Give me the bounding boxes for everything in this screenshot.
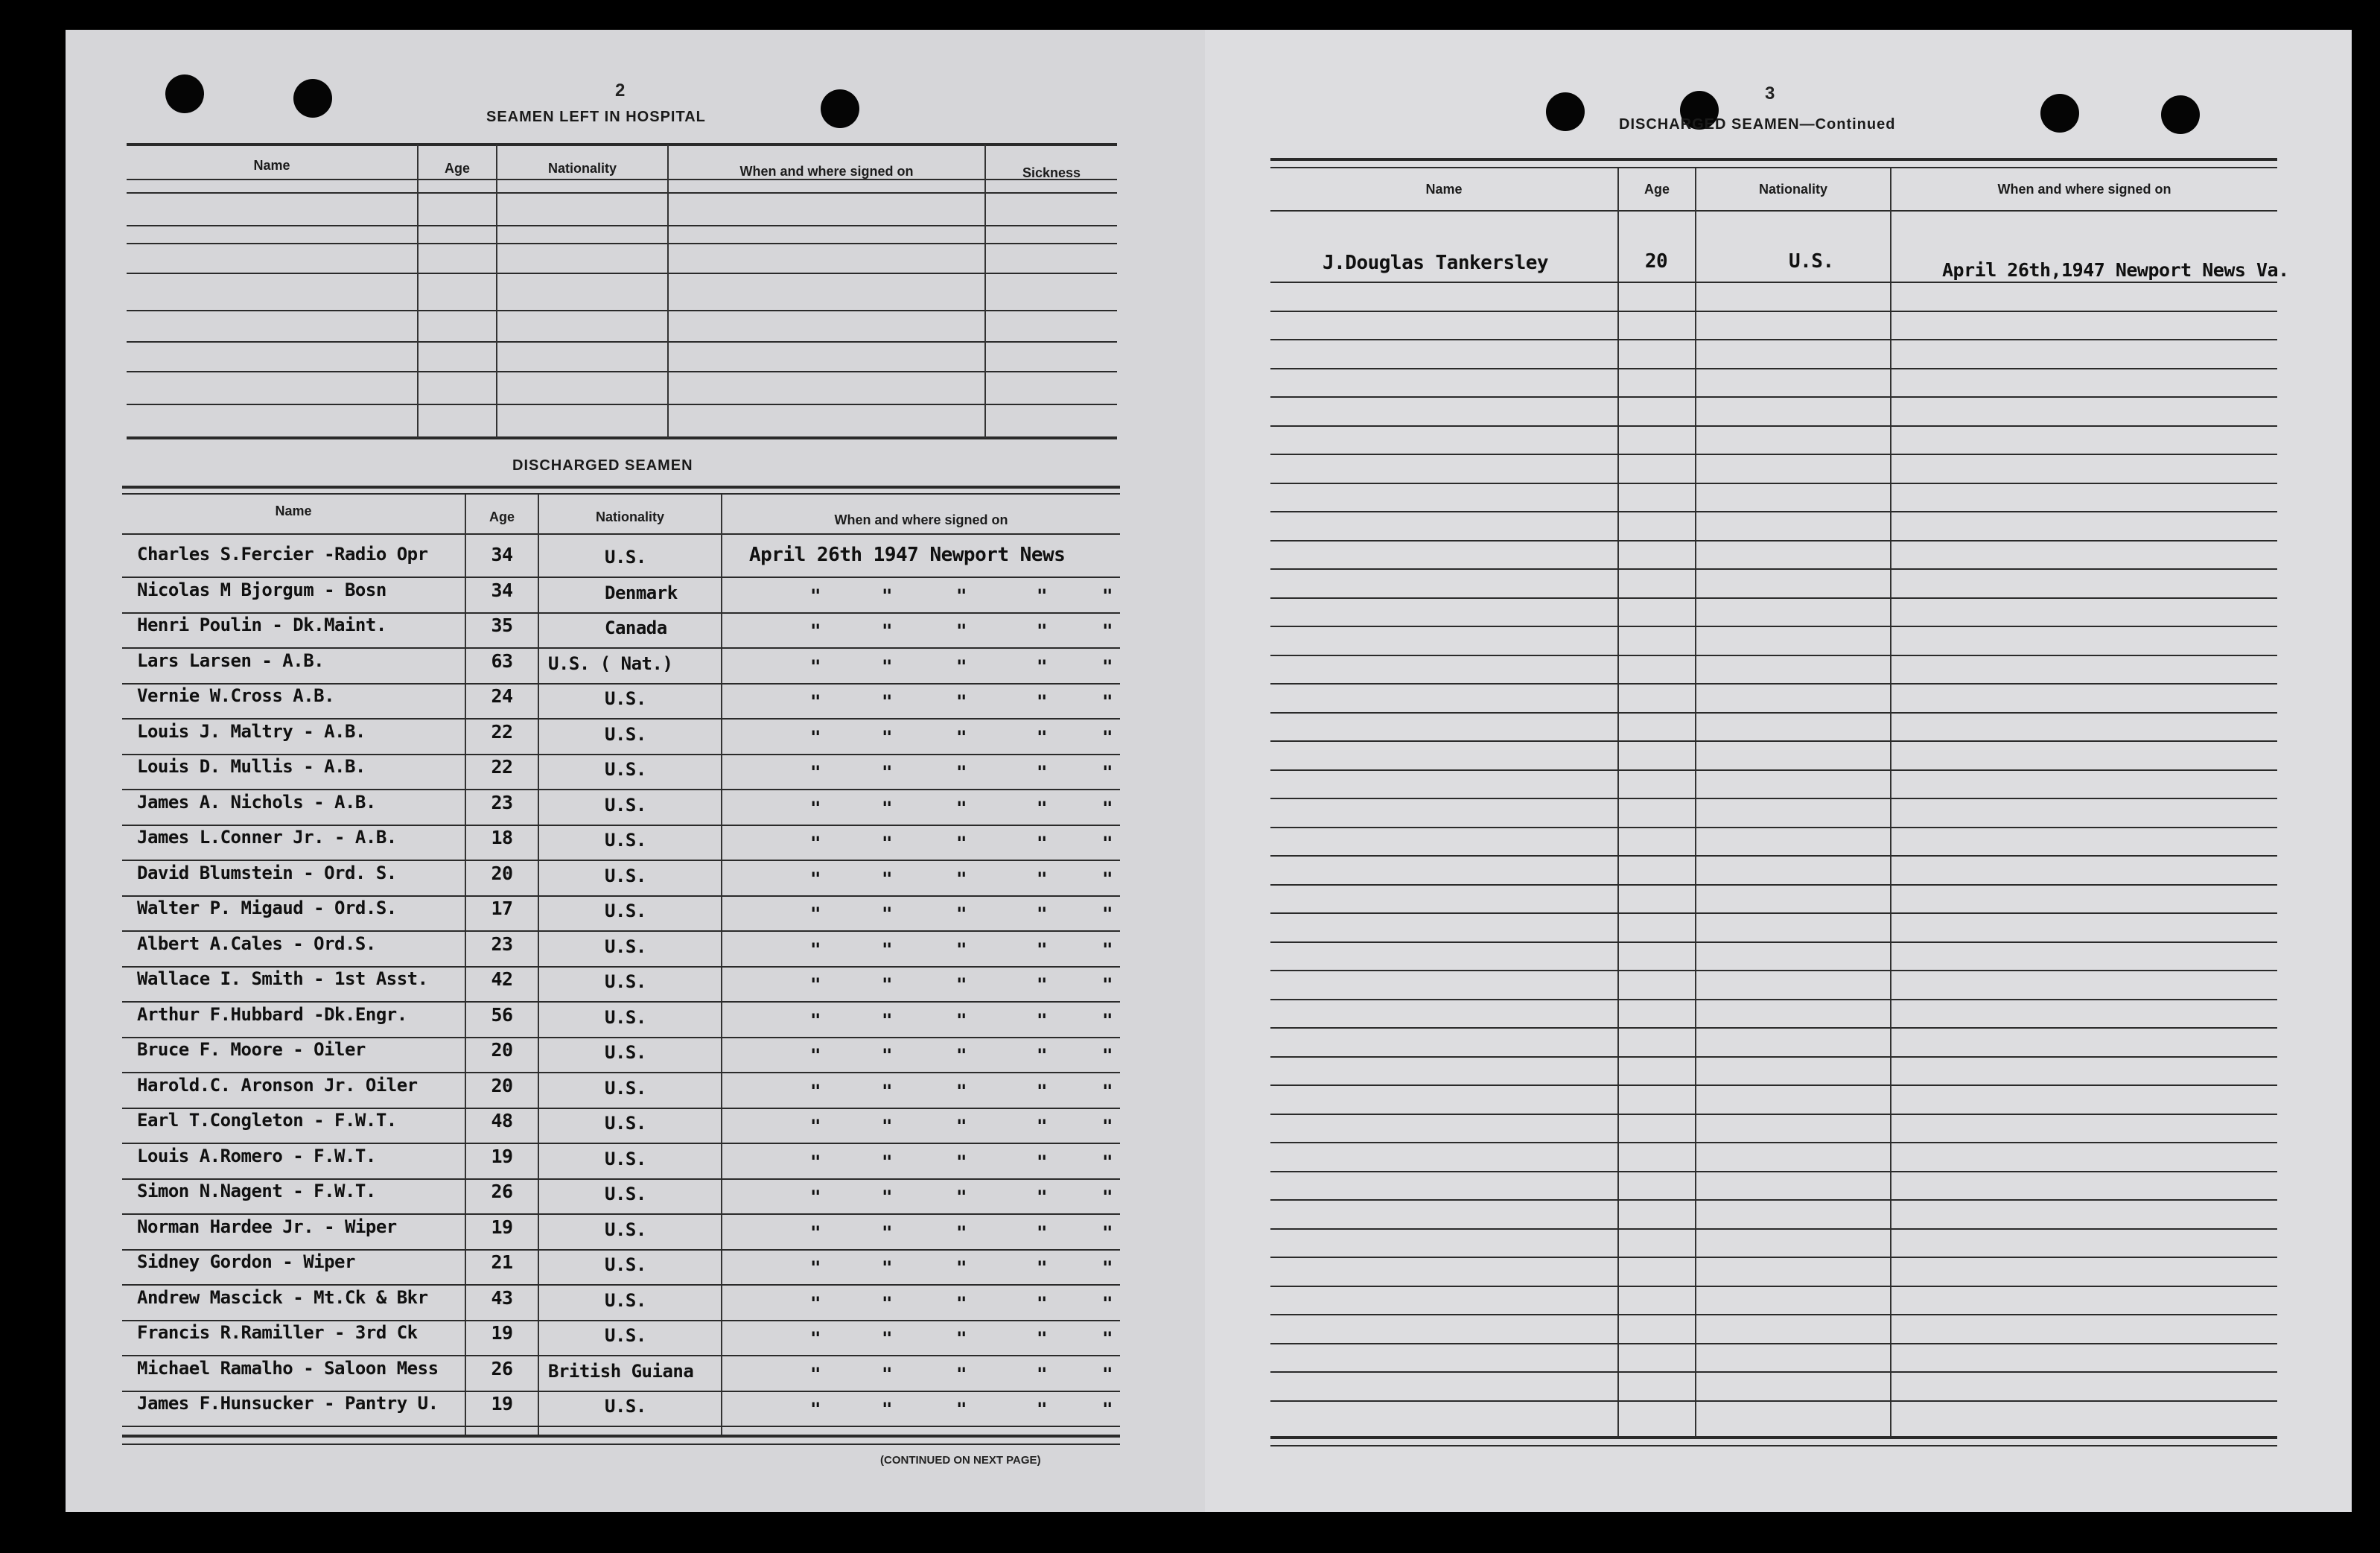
seaman-name: Louis A.Romero - F.W.T. [137,1146,376,1166]
right-row-age: 20 [1644,250,1668,273]
seaman-name: Albert A.Cales - Ord.S. [137,933,376,954]
seaman-age: 26 [491,1181,513,1202]
row-rule [122,1037,1120,1038]
row-rule [122,577,1120,578]
ditto-mark: " [956,1257,967,1278]
ditto-mark: " [810,903,821,924]
ditto-mark: " [1037,974,1048,995]
punch-hole [2040,94,2079,133]
row-rule [122,718,1120,720]
seaman-nationality: U.S. [605,795,646,816]
ruled-line [1270,712,2277,714]
hospital-header-nationality: Nationality [547,161,617,176]
ditto-mark: " [1102,1081,1113,1102]
ditto-mark: " [956,1116,967,1137]
ditto-mark: " [882,1010,893,1031]
discharged-header-age: Age [489,509,515,524]
ruled-line [1270,999,2277,1000]
seaman-nationality: U.S. [605,688,646,709]
ditto-mark: " [1037,1257,1048,1278]
page-number: 3 [1765,83,1775,104]
seaman-nationality: U.S. [605,866,646,886]
seaman-nationality: U.S. [605,1290,646,1311]
seaman-age: 23 [491,933,513,955]
seaman-age: 26 [491,1358,513,1379]
ditto-mark: " [1037,691,1048,712]
ruled-line [1270,1027,2277,1029]
ditto-mark: " [1037,1328,1048,1349]
left-page [66,30,1205,1512]
row-rule [122,1143,1120,1144]
ditto-mark: " [1037,1081,1048,1102]
row-rule [122,930,1120,932]
seaman-name: Michael Ramalho - Saloon Mess [137,1358,439,1379]
seaman-nationality: U.S. [605,1254,646,1275]
ruled-line [1270,798,2277,799]
ditto-mark: " [1037,1222,1048,1243]
ditto-mark: " [810,974,821,995]
ruled-line [1270,941,2277,943]
ditto-mark: " [1102,1152,1113,1172]
ruled-line [1270,855,2277,857]
seaman-nationality: U.S. [605,971,646,992]
seaman-age: 22 [491,756,513,778]
ditto-mark: " [1037,798,1048,819]
ditto-mark: " [810,833,821,854]
ditto-mark: " [1037,868,1048,889]
ditto-mark: " [882,1116,893,1137]
seaman-name: Norman Hardee Jr. - Wiper [137,1216,397,1237]
ditto-mark: " [882,1187,893,1207]
seaman-age: 21 [491,1251,513,1273]
row-rule [122,1391,1120,1392]
ditto-mark: " [810,939,821,960]
seaman-name: Louis D. Mullis - A.B. [137,756,366,777]
ditto-mark: " [1102,974,1113,995]
ruled-line [1270,884,2277,886]
seaman-nationality: U.S. [605,830,646,851]
ditto-mark: " [956,798,967,819]
right-header-name: Name [1425,182,1463,197]
ditto-mark: " [956,1045,967,1066]
ditto-mark: " [1037,1187,1048,1207]
seaman-age: 17 [491,898,513,919]
ditto-mark: " [956,939,967,960]
seaman-nationality: U.S. [605,1219,646,1240]
ditto-mark: " [956,656,967,677]
ditto-mark: " [810,1222,821,1243]
ditto-mark: " [882,1081,893,1102]
row-rule [122,789,1120,790]
ditto-mark: " [882,1364,893,1385]
ruled-line [1270,568,2277,570]
ditto-mark: " [810,585,821,606]
ditto-mark: " [882,903,893,924]
row-rule [122,1213,1120,1215]
ditto-mark: " [1037,585,1048,606]
ditto-mark: " [956,1187,967,1207]
seaman-name: Arthur F.Hubbard -Dk.Engr. [137,1004,407,1025]
ditto-mark: " [956,974,967,995]
seaman-age: 48 [491,1110,513,1131]
ditto-mark: " [810,1081,821,1102]
row-rule [122,825,1120,826]
seaman-name: Wallace I. Smith - 1st Asst. [137,968,428,989]
row-rule [122,1178,1120,1180]
ditto-mark: " [956,1010,967,1031]
seaman-name: Andrew Mascick - Mt.Ck & Bkr [137,1287,428,1308]
ditto-mark: " [956,1293,967,1314]
ditto-mark: " [810,1187,821,1207]
seaman-name: Harold.C. Aronson Jr. Oiler [137,1075,418,1096]
seaman-nationality: Canada [605,617,667,638]
ditto-mark: " [956,1081,967,1102]
hospital-header-age: Age [444,161,470,176]
ditto-mark: " [956,903,967,924]
ditto-mark: " [1102,833,1113,854]
row-rule [122,612,1120,614]
seaman-nationality: U.S. [605,936,646,957]
row-rule [122,754,1120,755]
right-row-nationality: U.S. [1789,250,1834,273]
seaman-nationality: U.S. [605,1325,646,1346]
ditto-mark: " [882,727,893,748]
seaman-nationality: U.S. [605,901,646,921]
seaman-name: Vernie W.Cross A.B. [137,685,335,706]
ditto-mark: " [882,868,893,889]
ditto-mark: " [1102,727,1113,748]
row-rule [122,1284,1120,1286]
ruled-line [1270,1400,2277,1402]
seaman-name: Henri Poulin - Dk.Maint. [137,614,386,635]
ruled-line [1270,1171,2277,1172]
seaman-age: 35 [491,614,513,636]
ditto-mark: " [882,1257,893,1278]
seaman-name: Bruce F. Moore - Oiler [137,1039,366,1060]
row-rule [122,1072,1120,1073]
seaman-nationality: U.S. [605,1396,646,1417]
ruled-line [1270,1142,2277,1143]
ditto-mark: " [1037,1364,1048,1385]
ditto-mark: " [1037,903,1048,924]
ditto-mark: " [956,1328,967,1349]
seaman-nationality: U.S. [605,1078,646,1099]
hospital-header-signed-on: When and where signed on [739,164,914,179]
ditto-mark: " [1037,727,1048,748]
ruled-line [1270,1084,2277,1086]
ditto-mark: " [1102,620,1113,641]
ditto-mark: " [1037,762,1048,783]
ditto-mark: " [810,1116,821,1137]
punch-hole [293,79,332,118]
ditto-mark: " [1102,1257,1113,1278]
seaman-age: 34 [491,544,513,565]
ruled-line [1270,1314,2277,1315]
ditto-mark: " [956,868,967,889]
ruled-line [1270,339,2277,340]
ditto-mark: " [956,1222,967,1243]
ditto-mark: " [882,656,893,677]
row-rule [122,1108,1120,1109]
seaman-name: Louis J. Maltry - A.B. [137,721,366,742]
row-rule [122,895,1120,897]
ruled-line [1270,368,2277,369]
punch-hole [165,74,204,113]
ditto-mark: " [810,1257,821,1278]
hospital-section-title: SEAMEN LEFT IN HOSPITAL [486,109,706,125]
ditto-mark: " [956,1399,967,1420]
seaman-age: 23 [491,792,513,813]
ditto-mark: " [1037,1045,1048,1066]
ruled-line [1270,540,2277,542]
seaman-nationality: U.S. ( Nat.) [548,653,673,674]
ditto-mark: " [882,1222,893,1243]
ditto-mark: " [1037,1116,1048,1137]
seaman-age: 42 [491,968,513,990]
ditto-mark: " [956,762,967,783]
punch-hole [2161,95,2200,134]
ditto-mark: " [1102,903,1113,924]
ditto-mark: " [882,1045,893,1066]
seaman-age: 24 [491,685,513,707]
seaman-nationality: U.S. [605,1113,646,1134]
ditto-mark: " [810,1293,821,1314]
seaman-age: 19 [491,1393,513,1414]
seaman-nationality: British Guiana [548,1361,694,1382]
seaman-age: 34 [491,579,513,601]
seaman-name: James F.Hunsucker - Pantry U. [137,1393,439,1414]
seaman-age: 18 [491,827,513,848]
seaman-age: 19 [491,1146,513,1167]
punch-hole [1546,92,1585,131]
ditto-mark: " [1102,1187,1113,1207]
ruled-line [1270,626,2277,627]
ditto-mark: " [882,585,893,606]
ditto-mark: " [810,691,821,712]
ditto-mark: " [1102,939,1113,960]
right-header-age: Age [1644,182,1670,197]
ruled-line [1270,1056,2277,1058]
ditto-mark: " [1102,1010,1113,1031]
seaman-nationality: U.S. [605,724,646,745]
ditto-mark: " [956,1152,967,1172]
seaman-nationality: U.S. [605,1149,646,1169]
right-header-signed-on: When and where signed on [1997,182,2171,197]
ditto-mark: " [1102,691,1113,712]
ditto-mark: " [810,1399,821,1420]
first-signed-on: April 26th 1947 Newport News [749,544,1066,566]
ditto-mark: " [810,1152,821,1172]
ditto-mark: " [882,833,893,854]
ditto-mark: " [956,585,967,606]
ditto-mark: " [1037,833,1048,854]
ditto-mark: " [882,1328,893,1349]
right-row-name: J.Douglas Tankersley [1323,252,1549,274]
ruled-line [1270,1343,2277,1344]
ditto-mark: " [810,727,821,748]
ruled-line [1270,396,2277,398]
ruled-line [1270,1114,2277,1115]
row-rule [122,860,1120,861]
seaman-age: 19 [491,1322,513,1344]
seaman-age: 20 [491,1039,513,1061]
seaman-nationality: U.S. [605,759,646,780]
ruled-line [1270,740,2277,742]
row-rule [122,1001,1120,1003]
ditto-mark: " [882,1293,893,1314]
page-number: 2 [615,80,626,101]
ruled-line [1270,683,2277,685]
ruled-line [1270,655,2277,656]
seaman-name: Lars Larsen - A.B. [137,650,325,671]
seaman-name: Francis R.Ramiller - 3rd Ck [137,1322,418,1343]
seaman-age: 22 [491,721,513,743]
ditto-mark: " [810,1364,821,1385]
ditto-mark: " [810,762,821,783]
right-header-nationality: Nationality [1758,182,1827,197]
ditto-mark: " [1102,1222,1113,1243]
ditto-mark: " [1102,1399,1113,1420]
seaman-name: David Blumstein - Ord. S. [137,863,397,883]
right-page [1205,30,2352,1512]
row-rule [122,1249,1120,1251]
ruled-line [1270,1257,2277,1258]
ditto-mark: " [956,691,967,712]
row-rule [122,966,1120,968]
ruled-line [1270,511,2277,512]
ditto-mark: " [1037,1399,1048,1420]
ditto-mark: " [1037,1152,1048,1172]
seaman-name: James A. Nichols - A.B. [137,792,376,813]
ditto-mark: " [956,1364,967,1385]
seaman-nationality: U.S. [605,1042,646,1063]
discharged-header-nationality: Nationality [595,509,664,524]
ditto-mark: " [1037,620,1048,641]
ruled-line [1270,970,2277,971]
seaman-name: Sidney Gordon - Wiper [137,1251,355,1272]
ditto-mark: " [810,1045,821,1066]
ditto-mark: " [1102,798,1113,819]
ditto-mark: " [810,656,821,677]
ditto-mark: " [882,1399,893,1420]
ruled-line [1270,1286,2277,1287]
seaman-name: Charles S.Fercier -Radio Opr [137,544,428,565]
ditto-mark: " [1102,1328,1113,1349]
row-rule [122,1426,1120,1427]
seaman-name: Nicolas M Bjorgum - Bosn [137,579,386,600]
row-rule [122,1355,1120,1356]
ditto-mark: " [882,620,893,641]
seaman-age: 63 [491,650,513,672]
seaman-nationality: Denmark [605,582,678,603]
ruled-line [1270,483,2277,484]
ditto-mark: " [810,1010,821,1031]
ruled-line [1270,769,2277,771]
discharged-header-name: Name [275,504,312,518]
seaman-name: Earl T.Congleton - F.W.T. [137,1110,397,1131]
ditto-mark: " [882,762,893,783]
seaman-nationality: U.S. [605,547,646,568]
ditto-mark: " [1037,1293,1048,1314]
hospital-header-name: Name [253,158,290,173]
ditto-mark: " [810,868,821,889]
ditto-mark: " [956,833,967,854]
row-rule [122,683,1120,685]
ditto-mark: " [1102,1364,1113,1385]
row-rule [122,647,1120,649]
ditto-mark: " [1102,1116,1113,1137]
ditto-mark: " [1037,1010,1048,1031]
ditto-mark: " [882,939,893,960]
ruled-line [1270,454,2277,455]
ditto-mark: " [1102,762,1113,783]
ruled-line [1270,311,2277,312]
seaman-age: 19 [491,1216,513,1238]
ditto-mark: " [1102,585,1113,606]
ditto-mark: " [882,1152,893,1172]
ditto-mark: " [956,727,967,748]
ditto-mark: " [1037,656,1048,677]
ditto-mark: " [1102,1045,1113,1066]
seaman-age: 20 [491,1075,513,1096]
seaman-nationality: U.S. [605,1007,646,1028]
seaman-name: Walter P. Migaud - Ord.S. [137,898,397,918]
seaman-nationality: U.S. [605,1184,646,1204]
ditto-mark: " [1037,939,1048,960]
seaman-name: Simon N.Nagent - F.W.T. [137,1181,376,1201]
continued-section-title: DISCHARGED SEAMEN—Continued [1619,116,1896,133]
right-row-signed-on: April 26th,1947 Newport News Va. [1942,259,2289,281]
discharged-section-title: DISCHARGED SEAMEN [512,457,693,474]
ditto-mark: " [956,620,967,641]
row-rule [122,1320,1120,1321]
punch-hole [821,89,859,128]
ruled-line [1270,912,2277,914]
ditto-mark: " [1102,1293,1113,1314]
ditto-mark: " [810,1328,821,1349]
ruled-line [1270,597,2277,599]
ruled-line [1270,827,2277,828]
continued-footer: (CONTINUED ON NEXT PAGE) [880,1454,1041,1467]
ditto-mark: " [882,974,893,995]
ditto-mark: " [882,691,893,712]
ruled-line [1270,1199,2277,1201]
hospital-header-sickness: Sickness [1022,165,1081,180]
ditto-mark: " [810,620,821,641]
ditto-mark: " [810,798,821,819]
ruled-line [1270,282,2277,283]
seaman-age: 56 [491,1004,513,1026]
seaman-age: 43 [491,1287,513,1309]
ruled-line [1270,1228,2277,1230]
ditto-mark: " [1102,656,1113,677]
ditto-mark: " [1102,868,1113,889]
discharged-header-signed-on: When and where signed on [834,512,1008,527]
ruled-line [1270,425,2277,427]
seaman-age: 20 [491,863,513,884]
ruled-line [1270,1371,2277,1373]
seaman-name: James L.Conner Jr. - A.B. [137,827,397,848]
ditto-mark: " [882,798,893,819]
